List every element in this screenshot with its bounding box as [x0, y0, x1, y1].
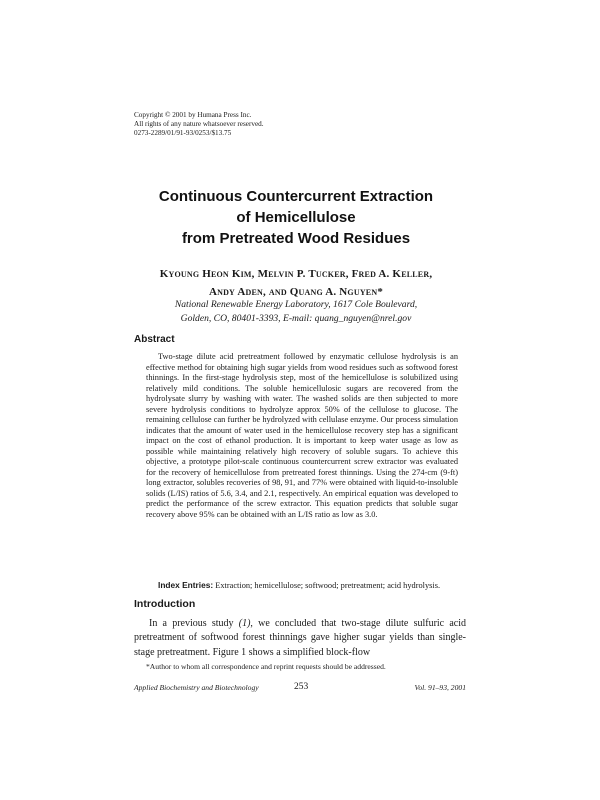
- index-entries: [146, 580, 458, 592]
- index-entries-text: Extraction; hemicellulose; softwood; pretreatment; acid hydrolysis.: [215, 581, 441, 590]
- journal-name: Applied Biochemistry and Biotechnology: [134, 683, 259, 692]
- copyright-line: Copyright © 2001 by Humana Press Inc.: [134, 111, 252, 119]
- copyright-block: [134, 111, 264, 139]
- intro-text-start: In a previous study: [149, 618, 239, 629]
- article-title: [100, 186, 492, 249]
- abstract-paragraph: Two-stage dilute acid pretreatment followed by enzymatic cellulose hydrolysis is an effective method for obtaining high sugar yields from wood residues such as softwood forest thinnings. In the first-stage hydrolysis step, most of the hemicellulose is solubilized using relatively mild conditions. The soluble hemicellulosic sugars are recovered from the hydrolysate slurry by washing with water. The washed solids are then subjected to more severe hydrolysis conditions to hydrolyze approx 50% of the cellulose to glucose. The remaining cellulose can further be hydrolyzed with cellulase enzyme. Our process simulation indicates that the amount of water used in the hemicellulose recovery step has a significant impact on the cost of ethanol production. It is important to keep water usage as low as possible while maintaining relatively high recovery of soluble sugars. To achieve this objective, a prototype pilot-scale continuous countercurrent screw extractor was evaluated for the recovery of hemicellulose from pretreated forest thinnings. Using the 274-cm (9-ft) long extractor, solubles recoveries of 98, 91, and 77% were obtained with liquid-to-insoluble solids (L/IS) ratios of 5.6, 3.4, and 2.1, respectively. An empirical equation was developed to predict the performance of the screw extractor. This equation predicts that soluble sugar recovery above 95% can be obtained with an L/IS ratio as low as 3.0.: [146, 352, 458, 519]
- page-number: 253: [294, 682, 309, 692]
- authors-line-2: Andy Aden, and Quang A. Nguyen*: [208, 286, 384, 298]
- authors-line-1: Kyoung Heon Kim, Melvin P. Tucker, Fred A. Keller,: [159, 268, 433, 280]
- index-entries-label: Index Entries:: [158, 580, 214, 590]
- footnote: *Author to whom all correspondence and reprint requests should be addressed.: [146, 662, 386, 671]
- intro-text-rest: , we concluded that two-stage dilute sulfuric acid pretreatment of softwood forest thinnings gave higher sugar yields than single-stage pretreatment. Figure 1 shows a simplified block-flow: [134, 618, 466, 658]
- citation-ref: (1): [238, 618, 251, 629]
- volume-info: Vol. 91–93, 2001: [414, 683, 466, 692]
- author-list: [100, 265, 492, 301]
- abstract-heading: Abstract: [134, 334, 175, 345]
- title-line-3: from Pretreated Wood Residues: [181, 230, 411, 247]
- abstract-body: [146, 352, 458, 520]
- affiliation: [120, 298, 472, 325]
- rights-line: All rights of any nature whatsoever reserved.: [134, 120, 264, 129]
- introduction-heading: Introduction: [134, 598, 196, 610]
- introduction-body: [134, 617, 466, 660]
- affiliation-line-2: Golden, CO, 80401-3393, E-mail: quang_nguyen@nrel.gov: [180, 312, 412, 324]
- title-line-2: of Hemicellulose: [236, 209, 356, 226]
- title-line-1: Continuous Countercurrent Extraction: [158, 188, 434, 205]
- issn-line: 0273-2289/01/91-93/0253/$13.75: [134, 129, 232, 138]
- affiliation-line-1: National Renewable Energy Laboratory, 1617 Cole Boulevard,: [174, 299, 418, 310]
